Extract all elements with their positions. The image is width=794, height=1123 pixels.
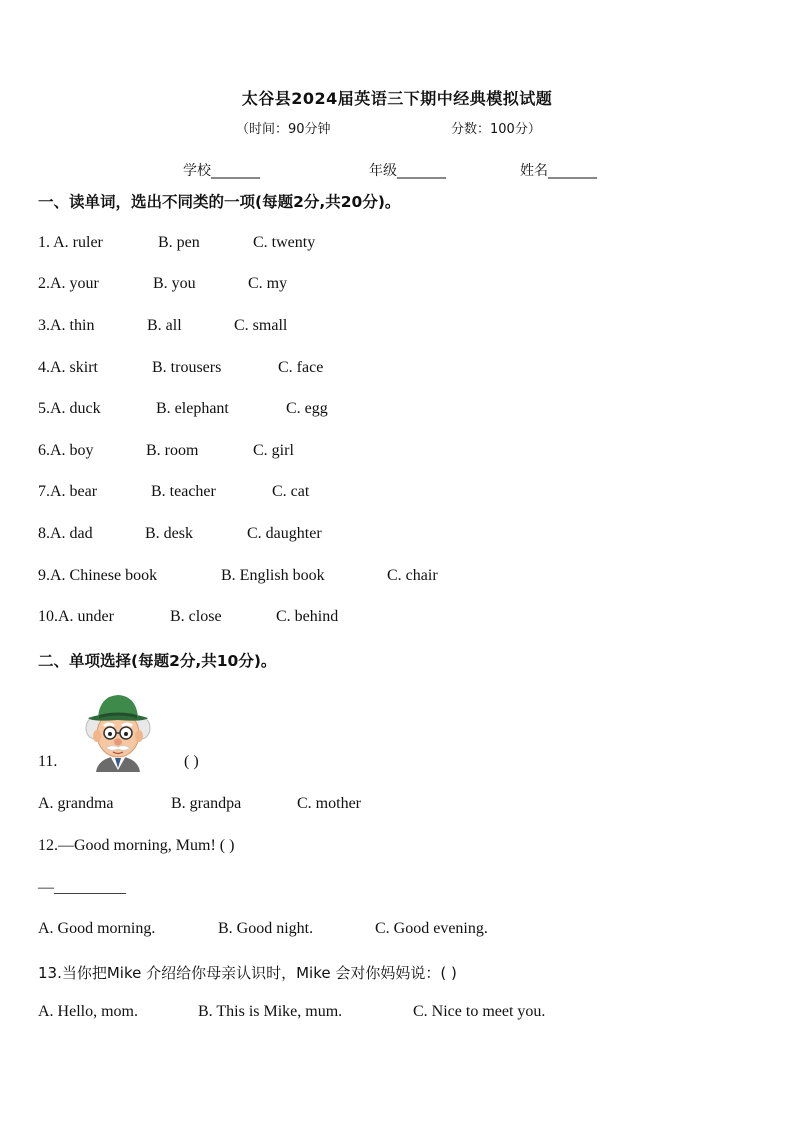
option-a: 1. A. ruler: [38, 234, 103, 251]
option-b: B. desk: [145, 525, 193, 542]
option-b: B. trousers: [152, 359, 222, 376]
exam-title: 太谷县2024届英语三下期中经典模拟试题: [241, 89, 553, 108]
option-c: C. face: [278, 359, 324, 376]
option-c: C. mother: [297, 795, 361, 812]
option-c: C. girl: [253, 442, 294, 459]
option-c: C. Good evening.: [375, 920, 488, 937]
option-b: B. elephant: [156, 400, 229, 417]
option-b: B. teacher: [151, 483, 216, 500]
exam-score: 分数：100分）: [451, 122, 541, 137]
question-number: 11.: [38, 753, 58, 770]
option-b: B. pen: [158, 234, 200, 251]
option-b: B. English book: [221, 567, 325, 584]
question-12-prompt: 12.—Good morning, Mum! ( ): [38, 837, 235, 854]
option-b: B. room: [146, 442, 199, 459]
option-b: B. Good night.: [218, 920, 314, 937]
option-c: C. small: [234, 317, 288, 334]
option-c: C. my: [248, 275, 288, 292]
section2-heading: 二、单项选择(每题2分,共10分)。: [38, 652, 277, 670]
option-b: B. This is Mike, mum.: [198, 1003, 343, 1020]
option-a: 6.A. boy: [38, 442, 94, 459]
option-c: C. cat: [272, 483, 310, 500]
option-a: 10.A. under: [38, 608, 114, 625]
option-b: B. close: [170, 608, 222, 625]
question-12-answer-line[interactable]: —_________: [38, 879, 126, 896]
section1-heading: 一、读单词，选出不同类的一项(每题2分,共20分)。: [38, 193, 401, 211]
option-b: B. you: [153, 275, 196, 292]
name-field[interactable]: 姓名_______: [520, 163, 597, 179]
option-a: 3.A. thin: [38, 317, 95, 334]
option-c: C. daughter: [247, 525, 322, 542]
option-a: 7.A. bear: [38, 483, 98, 500]
option-a: A. Good morning.: [38, 920, 156, 937]
option-a: 2.A. your: [38, 275, 99, 292]
option-b: B. grandpa: [171, 795, 242, 812]
option-a: 8.A. dad: [38, 525, 93, 542]
exam-time: （时间：90分钟: [236, 122, 331, 137]
option-b: B. all: [147, 317, 182, 334]
option-c: C. chair: [387, 567, 438, 584]
grandpa-illustration: [82, 690, 154, 772]
option-a: 5.A. duck: [38, 400, 101, 417]
option-c: C. behind: [276, 608, 339, 625]
answer-blank[interactable]: ( ): [184, 753, 199, 770]
option-a: 4.A. skirt: [38, 359, 98, 376]
option-c: C. Nice to meet you.: [413, 1003, 546, 1020]
school-field[interactable]: 学校_______: [183, 163, 260, 179]
question-13-prompt: 13.当你把Mike 介绍给你母亲认识时，Mike 会对你妈妈说：( ): [38, 964, 457, 982]
grade-field[interactable]: 年级_______: [369, 163, 446, 179]
option-c: C. twenty: [253, 234, 316, 251]
option-c: C. egg: [286, 400, 328, 417]
option-a: A. grandma: [38, 795, 114, 812]
option-a: 9.A. Chinese book: [38, 567, 158, 584]
option-a: A. Hello, mom.: [38, 1003, 138, 1020]
